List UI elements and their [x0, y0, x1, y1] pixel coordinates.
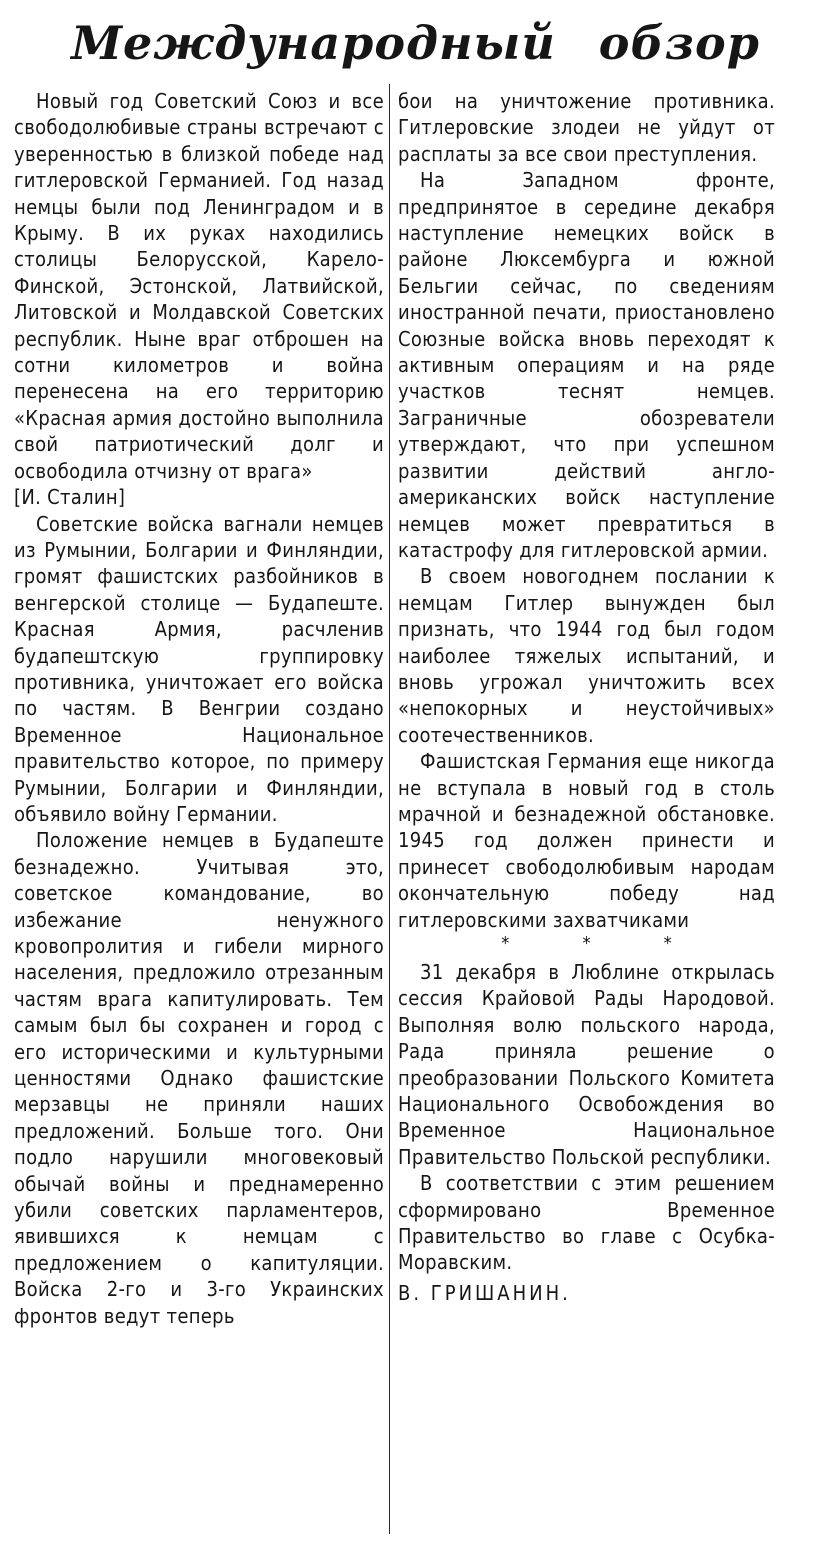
paragraph-soviet-troops: Советские войска вагнали немцев из Румынии, Болгарии и Финляндии, громят фашистских разбойников в венгерской столице — Будапеште. Красная Армия, расчленив будапештскую группировку противника, уничтожает его войска по частям. В Венгрии создано Временное Национальное правительство которое, по примеру Румынии, Болгарии и Финляндии, объявило войну Германии.	[14, 511, 384, 826]
paragraph-provisional-government: В соответствии с этим решением сформировано Временное Правительство во главе с Осубка-Моравским.	[398, 1171, 775, 1275]
left-column	[14, 88, 384, 1329]
paragraph-lublin-session: 31 декабря в Люблине открылась сессия Крайовой Рады Народовой. Выполняя волю польского народа, Рада приняла решение о преобразовании Польского Комитета Национального Освобождения во Временное Национальное Правительство Польской республики.	[398, 960, 775, 1169]
column-divider	[389, 84, 390, 1534]
article-headline: Международный обзор	[71, 16, 760, 70]
author-signature: В. ГРИШАНИН.	[398, 1280, 571, 1305]
paragraph-hitler-message: В своем новогоднем послании к немцам Гитлер вынужден был признать, что 1944 год был годом наиболее тяжелых испытаний, и вновь угрожал уничтожить всех «непокорных и неустойчивых» соотечественников.	[398, 564, 775, 747]
paragraph-budapest: Положение немцев в Будапеште безнадежно. Учитывая это, советское командование, во избежание ненужного кровопролития и гибели мирного населения, предложило отрезанным частям врага капитулировать. Тем самым был бы сохранен и город с его историческими и культурными ценностями Однако фашистские мерзавцы не приняли наших предложений. Больше того. Они подло нарушили многовековый обычай войны и преднамеренно убили советских парламентеров, явившихся к немцам с предложением о капитуляции. Войска 2-го и 3-го Украинских фронтов ведут теперь	[14, 828, 384, 1328]
paragraph-continuation: бои на уничтожение противника. Гитлеровские злодеи не уйдут от расплаты за все свои преступления.	[398, 89, 775, 166]
section-separator: * * *	[501, 933, 706, 954]
quote-attribution: [И. Сталин]	[14, 485, 126, 510]
paragraph-new-year: Новый год Советский Союз и все свободолюбивые страны встречают с уверенностью в близкой победе над гитлеровской Германией. Год назад немцы были под Ленинградом и в Крыму. В их руках находились столицы Белорусской, Карело-Финской, Эстонской, Латвийской, Литовской и Молдавской Советских республик. Ныне враг отброшен на сотни километров и война перенесена на его территорию «Красная армия достойно выполнила свой патриотический долг и освободила отчизну от врага»	[14, 89, 384, 483]
paragraph-western-front: На Западном фронте, предпринятое в середине декабря наступление немецких войск в районе Люксембурга и южной Бельгии сейчас, по сведениям иностранной печати, приостановлено Союзные войска вновь переходят к активным операциям и на ряде участков теснят немцев. Заграничные обозреватели утверждают, что при успешном развитии действий англо-американских войск наступление немцев может превратиться в катастрофу для гитлеровской армии.	[398, 168, 775, 562]
paragraph-fascist-germany: Фашистская Германия еще никогда не вступала в новый год в столь мрачной и безнадежной обстановке. 1945 год должен принести и принесет свободолюбивым народам окончательную победу над гитлеровскими захватчиками	[398, 749, 775, 932]
right-column	[398, 88, 775, 1306]
